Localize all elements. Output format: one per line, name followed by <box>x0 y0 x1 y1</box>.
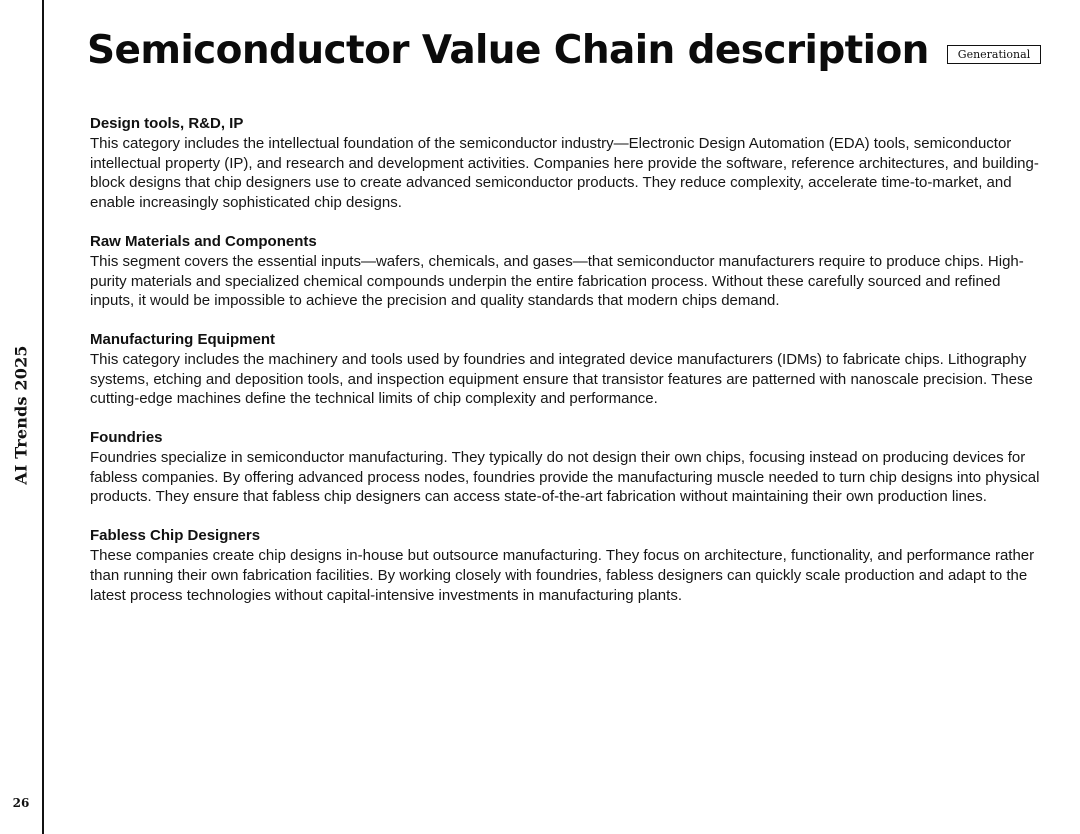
section-design-tools <box>90 114 1040 213</box>
section-body: This category includes the intellectual foundation of the semiconductor industry—Electronic Design Automation (EDA) tools, semiconductor intellectual property (IP), and research and development activities. Companies here provide the software, reference architectures, and building-block designs that chip designers use to create advanced semiconductor products. They reduce complexity, accelerate time-to-market, and enable increasingly sophisticated chip designs. <box>90 135 1039 212</box>
section-heading: Design tools, R&D, IP <box>90 115 244 132</box>
section-heading: Foundries <box>90 429 163 447</box>
section-heading: Manufacturing Equipment <box>90 330 275 348</box>
section-body: This category includes the machinery and tools used by foundries and integrated device manufacturers (IDMs) to fabricate chips. Lithography systems, etching and deposition tools, and inspection equipment ensure that transistor features are patterned with nanoscale precision. These cutting-edge machines define the technical limits of chip complexity and performance. <box>90 350 1033 408</box>
section-body: Foundries specialize in semiconductor manufacturing. They typically do not design their own chips, focusing instead on producing devices for fabless companies. By offering advanced process nodes, foundries provide the manufacturing muscle needed to turn chip designs into physical products. They ensure that fabless chip designers can access state-of-the-art fabrication without maintaining their own production lines. <box>90 449 1040 506</box>
section-body: This segment covers the essential inputs—wafers, chemicals, and gases—that semiconductor manufacturers require to produce chips. High-purity materials and specialized chemical compounds underpin the entire fabrication process. Without these carefully sourced and refined inputs, it would be impossible to achieve the precision and quality standards that modern chips demand. <box>90 252 1024 310</box>
section-heading: Raw Materials and Components <box>90 232 317 250</box>
side-publication-label: AI Trends 2025 <box>11 345 31 485</box>
section-heading: Fabless Chip Designers <box>90 527 261 545</box>
section-foundries <box>90 428 1040 507</box>
page-number: 26 <box>12 796 30 810</box>
section-raw-materials <box>90 232 1040 311</box>
section-body: These companies create chip designs in-house but outsource manufacturing. They focus on architecture, functionality, and performance rather than running their own fabrication facilities. By working closely with foundries, fabless designers can quickly scale production and adapt to the latest process technologies without capital-intensive investments in manufacturing plants. <box>90 547 1035 604</box>
side-divider-line <box>42 0 44 834</box>
description-content <box>90 114 1040 624</box>
section-fabless-designers <box>90 526 1040 605</box>
section-manufacturing-equipment <box>90 330 1040 409</box>
category-badge: Generational <box>947 45 1041 64</box>
page-title: Semiconductor Value Chain description <box>87 28 929 73</box>
